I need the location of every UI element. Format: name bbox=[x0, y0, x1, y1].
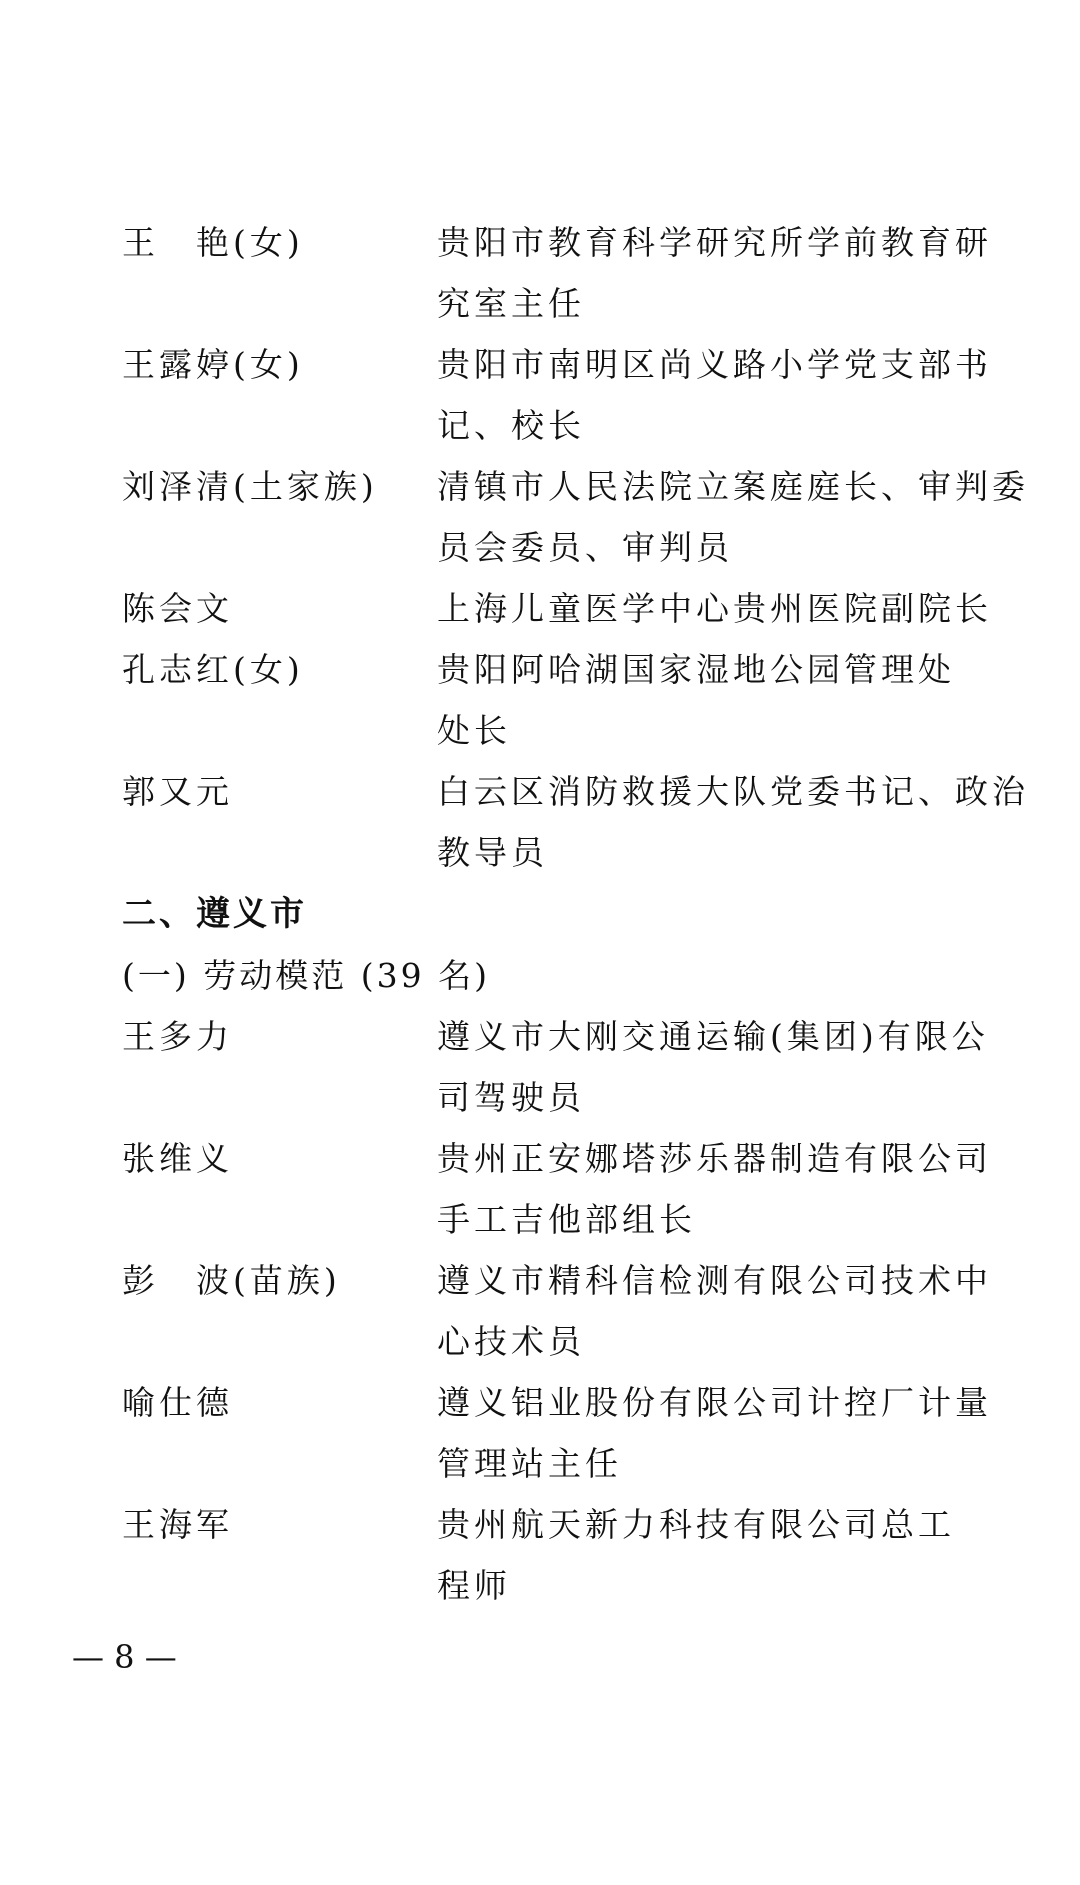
person-name: 陈会文 bbox=[122, 589, 233, 628]
title-line: 遵义铝业股份有限公司计控厂计量 bbox=[437, 1383, 992, 1422]
title-line: 白云区消防救援大队党委书记、政治 bbox=[437, 772, 1029, 811]
title-line: 手工吉他部组长 bbox=[437, 1200, 696, 1239]
title-line: 究室主任 bbox=[437, 284, 585, 323]
person-title bbox=[437, 639, 1007, 761]
person-name: 王露婷(女) bbox=[122, 345, 304, 384]
title-line: 遵义市精科信检测有限公司技术中 bbox=[437, 1261, 992, 1300]
title-line: 上海儿童医学中心贵州医院副院长 bbox=[437, 589, 992, 628]
person-title bbox=[437, 578, 1007, 639]
title-line: 程师 bbox=[437, 1566, 511, 1605]
title-line: 贵州航天新力科技有限公司总工 bbox=[437, 1505, 955, 1544]
person-name: 王多力 bbox=[122, 1017, 233, 1056]
title-line: 清镇市人民法院立案庭庭长、审判委 bbox=[437, 467, 1029, 506]
title-line: 贵州正安娜塔莎乐器制造有限公司 bbox=[437, 1139, 992, 1178]
person-name: 张维义 bbox=[122, 1139, 233, 1178]
person-name: 王海军 bbox=[122, 1505, 233, 1544]
person-name: 郭又元 bbox=[122, 772, 233, 811]
person-title bbox=[437, 334, 1007, 456]
person-title bbox=[437, 1250, 1007, 1372]
subsection-heading: (一) 劳动模范 (39 名) bbox=[122, 956, 490, 995]
person-name: 孔志红(女) bbox=[122, 650, 304, 689]
title-line: 处长 bbox=[437, 711, 511, 750]
title-line: 管理站主任 bbox=[437, 1444, 622, 1483]
person-title bbox=[437, 1006, 1007, 1128]
person-name: 彭 波(苗族) bbox=[122, 1261, 341, 1300]
title-line: 教导员 bbox=[437, 833, 548, 872]
person-name: 喻仕德 bbox=[122, 1383, 233, 1422]
title-line: 员会委员、审判员 bbox=[437, 528, 733, 567]
person-name: 刘泽清(土家族) bbox=[122, 467, 378, 506]
person-title bbox=[437, 1128, 1007, 1250]
title-line: 司驾驶员 bbox=[437, 1078, 585, 1117]
section-heading: 二、遵义市 bbox=[122, 894, 307, 934]
person-title bbox=[437, 456, 1029, 578]
person-name: 王 艳(女) bbox=[122, 223, 304, 262]
title-line: 心技术员 bbox=[437, 1322, 585, 1361]
person-title bbox=[437, 212, 1007, 334]
person-title bbox=[437, 1494, 1007, 1616]
title-line: 贵阳阿哈湖国家湿地公园管理处 bbox=[437, 650, 955, 689]
title-line: 记、校长 bbox=[437, 406, 585, 445]
person-title bbox=[437, 1372, 1007, 1494]
title-line: 遵义市大刚交通运输(集团)有限公 bbox=[437, 1017, 989, 1056]
title-line: 贵阳市教育科学研究所学前教育研 bbox=[437, 223, 992, 262]
person-title bbox=[437, 761, 1029, 883]
title-line: 贵阳市南明区尚义路小学党支部书 bbox=[437, 345, 992, 384]
page-number: — 8 — bbox=[72, 1638, 177, 1676]
